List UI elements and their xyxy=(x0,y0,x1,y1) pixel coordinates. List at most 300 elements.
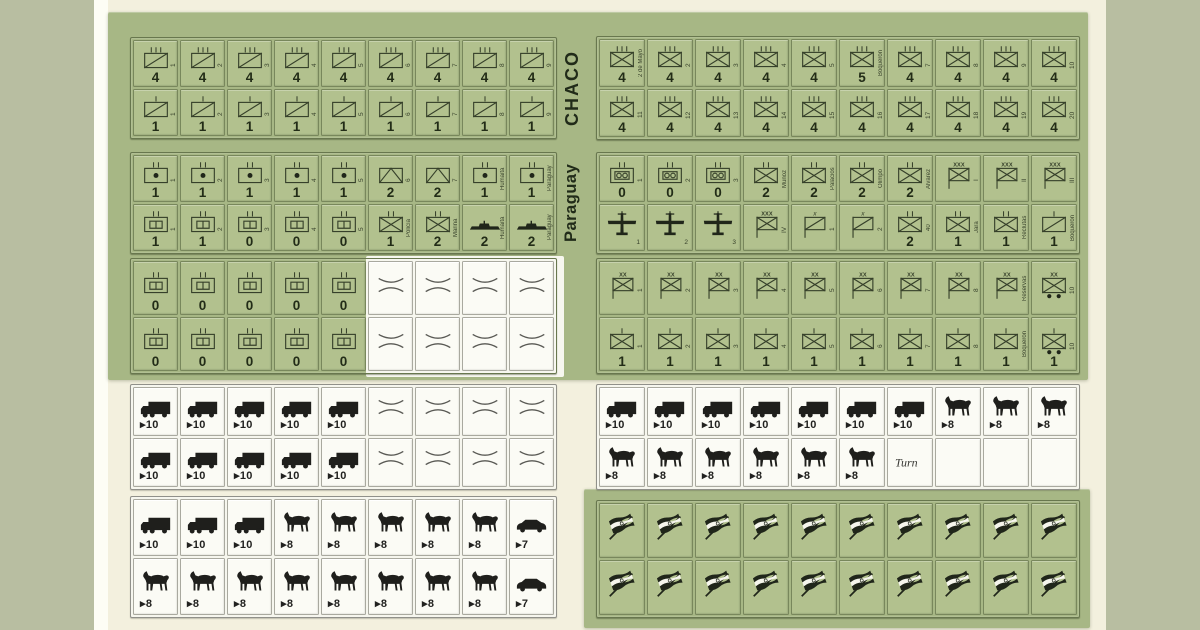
counter-id: 2 xyxy=(216,178,224,183)
hq-flag-icon xyxy=(603,268,641,302)
trench-marker-counter xyxy=(462,438,507,487)
strength-value: 0 xyxy=(245,233,254,249)
cavalry-unit-counter xyxy=(415,89,460,136)
supply-unit-counter xyxy=(227,204,272,251)
paraguay-flag-counter xyxy=(599,560,645,615)
strength-value: 2 xyxy=(906,184,914,200)
paraguay-flag-counter xyxy=(695,503,741,558)
supply-unit-counter xyxy=(180,261,225,315)
counter-id: 8 xyxy=(498,63,506,68)
trench-marker-counter xyxy=(368,317,413,371)
horse-transport-counter xyxy=(133,558,178,615)
counter-id: 4 xyxy=(310,178,318,183)
strength-value: 1 xyxy=(954,233,962,249)
artillery-unit-counter xyxy=(274,155,319,202)
infantry-unit-counter xyxy=(743,39,789,87)
artillery-unit-counter xyxy=(462,155,507,202)
strength-value: 1 xyxy=(1050,353,1058,369)
unit-name-label: Muñoz xyxy=(782,169,788,188)
horse-transport-counter xyxy=(274,499,319,556)
strength-value: 0 xyxy=(292,297,301,313)
svg-text:XX: XX xyxy=(619,272,627,279)
cavalry-unit-counter xyxy=(321,40,366,87)
truck-transport-counter xyxy=(743,387,789,436)
strength-value: 4 xyxy=(810,119,818,135)
paraguay-flag-counter xyxy=(599,503,645,558)
paraguay-flag-icon xyxy=(1035,510,1073,544)
horse-transport-counter xyxy=(935,387,981,436)
counter-id: 6 xyxy=(876,288,884,292)
infantry-unit-icon xyxy=(651,324,689,358)
infantry-unit-counter xyxy=(791,317,837,371)
infantry-unit-icon xyxy=(603,324,641,358)
strength-value: 2 xyxy=(906,233,914,249)
horse-transport-icon xyxy=(231,565,269,599)
infantry-unit-counter xyxy=(1031,317,1077,371)
hq-flag-icon xyxy=(795,268,833,302)
paraguay-flag-counter xyxy=(791,560,837,615)
trench-marker-counter xyxy=(415,438,460,487)
movement-value: ▸10 xyxy=(187,539,206,551)
counter-id: 10 xyxy=(1068,61,1076,69)
strength-value: 4 xyxy=(480,69,489,85)
truck-transport-counter xyxy=(274,438,319,487)
movement-value: ▸8 xyxy=(1038,419,1051,431)
paraguay-flag-icon xyxy=(987,567,1025,601)
horse-transport-counter xyxy=(368,558,413,615)
movement-value: ▸8 xyxy=(187,598,200,610)
counter-id: I xyxy=(972,179,980,182)
movement-value: ▸7 xyxy=(516,598,529,610)
trench-marker-icon xyxy=(419,441,457,475)
strength-value: 0 xyxy=(666,184,674,200)
cavalry-hq-flag-counter xyxy=(839,204,885,251)
horse-transport-counter xyxy=(274,558,319,615)
trench-marker-icon xyxy=(372,441,410,475)
hq-flag-icon xyxy=(699,268,737,302)
svg-text:x: x xyxy=(861,210,865,218)
infantry-unit-counter xyxy=(647,89,693,137)
counter-row xyxy=(133,558,554,615)
infantry-unit-counter xyxy=(839,39,885,87)
counter-id: 8 xyxy=(972,63,980,67)
trench-marker-icon xyxy=(466,268,504,302)
counter-row xyxy=(133,438,554,487)
cavalry-hq-flag-icon xyxy=(795,207,833,241)
trench-marker-counter xyxy=(368,438,413,487)
strength-value: 4 xyxy=(339,69,348,85)
infantry-unit-counter xyxy=(599,317,645,371)
artillery-unit-counter xyxy=(321,155,366,202)
counter-row xyxy=(133,40,554,87)
trench-marker-icon xyxy=(466,390,504,424)
counter-id: 3 xyxy=(732,344,740,348)
gunboat-counter xyxy=(462,204,507,251)
infantry-unit-counter xyxy=(887,89,933,137)
strength-value: 1 xyxy=(810,353,818,369)
hq-flag-counter xyxy=(935,155,981,202)
counter-id: 5 xyxy=(357,63,365,68)
strength-value: 2 xyxy=(480,233,489,249)
unit-name-label: Boquerón xyxy=(1070,214,1076,241)
truck-transport-counter xyxy=(180,438,225,487)
hq-flag-counter xyxy=(935,261,981,315)
supply-unit-counter xyxy=(321,204,366,251)
supply-unit-counter xyxy=(321,317,366,371)
infantry-unit-counter xyxy=(599,39,645,87)
strength-value: 1 xyxy=(198,118,207,134)
horse-transport-icon xyxy=(466,565,504,599)
svg-text:XX: XX xyxy=(667,272,675,279)
strength-value: 1 xyxy=(906,353,914,369)
movement-value: ▸8 xyxy=(234,598,247,610)
infantry-unit-counter xyxy=(415,204,460,251)
supply-unit-icon xyxy=(231,268,269,302)
trench-marker-counter xyxy=(509,317,554,371)
movement-value: ▸10 xyxy=(234,539,253,551)
movement-value: ▸8 xyxy=(469,539,482,551)
movement-value: ▸10 xyxy=(606,419,625,431)
strength-value: 2 xyxy=(858,184,866,200)
game-title-vertical: CHACO xyxy=(562,50,582,126)
counter-id: 6 xyxy=(404,112,412,117)
cavalry-unit-counter xyxy=(321,89,366,136)
counter-strip-division-flags-and-battalions xyxy=(596,258,1080,374)
truck-transport-counter xyxy=(839,387,885,436)
counter-id: 2 xyxy=(216,63,224,68)
strength-value: 1 xyxy=(527,184,536,200)
supply-unit-icon xyxy=(184,324,222,358)
sheet-edge-highlight xyxy=(94,0,108,630)
movement-value: ▸8 xyxy=(469,598,482,610)
strength-value: 4 xyxy=(245,69,254,85)
truck-transport-counter xyxy=(321,438,366,487)
strength-value: 0 xyxy=(339,233,348,249)
supply-unit-counter xyxy=(274,204,319,251)
engineer-unit-counter xyxy=(415,155,460,202)
horse-transport-counter xyxy=(743,438,789,487)
supply-unit-counter xyxy=(227,261,272,315)
turn-label: Turn xyxy=(895,455,918,469)
strength-value: 4 xyxy=(1002,69,1010,85)
counter-strip-transport-pool-left xyxy=(130,496,557,618)
hq-flag-counter xyxy=(983,155,1029,202)
counter-id: 19 xyxy=(1020,111,1028,119)
strength-value: 1 xyxy=(618,353,626,369)
trench-marker-counter xyxy=(509,438,554,487)
counter-id: 8 xyxy=(972,344,980,348)
counter-id: 5 xyxy=(357,178,365,183)
counter-id: 17 xyxy=(924,111,932,119)
infantry-unit-counter xyxy=(695,89,741,137)
hq-flag-icon xyxy=(939,158,977,192)
hq-flag-counter xyxy=(695,261,741,315)
svg-text:XXX: XXX xyxy=(953,162,965,169)
counter-id: 13 xyxy=(732,111,740,119)
counter-row xyxy=(599,204,1077,251)
horse-transport-icon xyxy=(419,565,457,599)
counter-id: 6 xyxy=(404,178,412,183)
strength-value: 1 xyxy=(386,233,395,249)
movement-value: ▸8 xyxy=(990,419,1003,431)
hq-flag-counter xyxy=(983,261,1029,315)
movement-value: ▸8 xyxy=(606,470,619,482)
movement-value: ▸10 xyxy=(328,419,347,431)
horse-transport-counter xyxy=(462,499,507,556)
trench-marker-icon xyxy=(466,324,504,358)
paraguay-flag-icon xyxy=(699,567,737,601)
infantry-unit-counter xyxy=(935,204,981,251)
counter-id: 1 xyxy=(636,178,644,183)
counter-id: 12 xyxy=(684,111,692,119)
counter-id: 5 xyxy=(828,288,836,292)
horse-transport-icon xyxy=(372,565,410,599)
counter-row xyxy=(133,261,554,315)
svg-text:XX: XX xyxy=(955,272,963,279)
truck-transport-counter xyxy=(180,387,225,436)
strength-value: 0 xyxy=(198,297,207,313)
unit-name-label: Palacios xyxy=(830,167,836,190)
staff-car-icon xyxy=(513,506,551,540)
strength-value: 4 xyxy=(618,69,626,85)
truck-transport-counter xyxy=(227,499,272,556)
movement-value: ▸8 xyxy=(422,598,435,610)
hq-flag-counter xyxy=(791,261,837,315)
svg-text:XX: XX xyxy=(859,272,867,279)
trench-marker-icon xyxy=(419,324,457,358)
paraguay-flag-icon xyxy=(939,567,977,601)
trench-marker-counter xyxy=(368,261,413,315)
unit-name-label: Humaitá xyxy=(500,216,506,239)
hq-flag-icon xyxy=(651,268,689,302)
counter-id: III xyxy=(1068,177,1076,184)
hq-flag-icon xyxy=(939,268,977,302)
strength-value: 4 xyxy=(858,119,866,135)
infantry-unit-counter xyxy=(695,39,741,87)
counter-id: 3 xyxy=(263,178,271,183)
horse-transport-icon xyxy=(278,506,316,540)
horse-transport-counter xyxy=(180,558,225,615)
trench-marker-icon xyxy=(419,390,457,424)
trench-marker-counter xyxy=(462,261,507,315)
strength-value: 4 xyxy=(714,119,722,135)
gunboat-counter xyxy=(509,204,554,251)
infantry-unit-icon xyxy=(843,324,881,358)
unit-name-label: Reclutas xyxy=(1022,215,1028,240)
strength-value: 1 xyxy=(1002,233,1010,249)
strength-value: 4 xyxy=(714,69,722,85)
hq-flag-icon xyxy=(747,268,785,302)
counter-strip-trucks-and-trenches xyxy=(130,384,557,490)
paraguay-flag-icon xyxy=(651,510,689,544)
infantry-unit-counter xyxy=(599,89,645,137)
hq-flag-icon xyxy=(843,268,881,302)
strength-value: 4 xyxy=(198,69,207,85)
trench-marker-counter xyxy=(368,387,413,436)
movement-value: ▸10 xyxy=(702,419,721,431)
counter-id: 7 xyxy=(451,112,459,117)
artillery-unit-counter xyxy=(180,155,225,202)
strength-value: 4 xyxy=(906,119,914,135)
counter-row xyxy=(599,560,1077,615)
strength-value: 1 xyxy=(198,184,207,200)
strength-value: 1 xyxy=(245,184,254,200)
truck-transport-counter xyxy=(695,387,741,436)
strength-value: 4 xyxy=(433,69,442,85)
truck-transport-counter xyxy=(791,387,837,436)
truck-transport-counter xyxy=(321,387,366,436)
counter-id: 2 xyxy=(684,178,692,183)
cavalry-unit-counter xyxy=(368,89,413,136)
strength-value: 1 xyxy=(714,353,722,369)
infantry-unit-counter xyxy=(791,39,837,87)
horse-transport-counter xyxy=(415,499,460,556)
trench-marker-counter xyxy=(462,317,507,371)
trench-marker-counter xyxy=(415,317,460,371)
staff-car-icon xyxy=(513,565,551,599)
unit-name-label: Olimpo xyxy=(878,169,884,189)
trench-marker-counter xyxy=(509,261,554,315)
aircraft-icon xyxy=(651,207,689,241)
counter-id: 2 xyxy=(684,238,688,246)
blank-counter xyxy=(983,438,1029,487)
counter-strip-artillery-and-support xyxy=(130,152,557,254)
cavalry-unit-counter xyxy=(462,40,507,87)
counter-id: 5 xyxy=(357,227,365,232)
horse-transport-icon xyxy=(325,565,363,599)
svg-text:XX: XX xyxy=(1003,272,1011,279)
counter-row xyxy=(599,89,1077,137)
cavalry-unit-counter xyxy=(274,40,319,87)
counter-id: 3 xyxy=(263,112,271,117)
counter-id: 7 xyxy=(924,63,932,67)
strength-value: 0 xyxy=(714,184,722,200)
machine-gun-unit-counter xyxy=(695,155,741,202)
movement-value: ▸10 xyxy=(281,470,300,482)
horse-transport-counter xyxy=(983,387,1029,436)
unit-name-label: Policía xyxy=(406,218,412,237)
infantry-unit-counter xyxy=(791,89,837,137)
truck-transport-icon xyxy=(231,506,269,540)
movement-value: ▸10 xyxy=(234,419,253,431)
infantry-unit-counter xyxy=(743,317,789,371)
movement-value: ▸10 xyxy=(750,419,769,431)
counter-id: 2 xyxy=(684,63,692,67)
paraguay-flag-icon xyxy=(939,510,977,544)
movement-value: ▸10 xyxy=(846,419,865,431)
strength-value: 1 xyxy=(480,184,489,200)
blank-counter xyxy=(1031,438,1077,487)
infantry-unit-counter xyxy=(935,317,981,371)
paraguay-flag-counter xyxy=(743,560,789,615)
strength-value: 1 xyxy=(433,118,442,134)
paraguay-flag-icon xyxy=(1035,567,1073,601)
strength-value: 1 xyxy=(1002,353,1010,369)
infantry-unit-counter xyxy=(983,89,1029,137)
infantry-unit-counter xyxy=(743,89,789,137)
paraguay-flag-icon xyxy=(603,567,641,601)
truck-transport-icon xyxy=(137,506,175,540)
strength-value: 4 xyxy=(762,119,770,135)
infantry-unit-counter xyxy=(887,155,933,202)
counter-strip-infantry-regiments xyxy=(596,36,1080,140)
movement-value: ▸8 xyxy=(328,598,341,610)
hq-flag-counter xyxy=(839,261,885,315)
supply-unit-icon xyxy=(231,324,269,358)
strength-value: 0 xyxy=(151,297,160,313)
trench-marker-icon xyxy=(513,268,551,302)
counter-id: 10 xyxy=(1068,286,1076,294)
strength-value: 1 xyxy=(858,353,866,369)
strength-value: 2 xyxy=(433,233,442,249)
strength-value: 2 xyxy=(386,184,395,200)
strength-value: 1 xyxy=(386,118,395,134)
aircraft-counter xyxy=(647,204,693,251)
supply-unit-icon xyxy=(184,268,222,302)
counter-id: II xyxy=(1020,178,1028,183)
horse-transport-counter xyxy=(647,438,693,487)
horse-transport-icon xyxy=(419,506,457,540)
counter-id: 10 xyxy=(1068,342,1076,350)
paraguay-flag-icon xyxy=(747,567,785,601)
trench-marker-counter xyxy=(509,387,554,436)
movement-value: ▸8 xyxy=(942,419,955,431)
infantry-unit-icon xyxy=(795,324,833,358)
counter-id: IV xyxy=(780,226,788,233)
counter-id: 7 xyxy=(924,344,932,348)
paraguay-flag-icon xyxy=(891,510,929,544)
counter-id: 4 xyxy=(310,112,318,117)
unit-name-label: 2 de Mayo xyxy=(638,48,644,78)
strength-value: 1 xyxy=(292,184,301,200)
counter-row xyxy=(133,89,554,136)
movement-value: ▸10 xyxy=(140,470,159,482)
hq-flag-icon xyxy=(891,268,929,302)
movement-value: ▸8 xyxy=(846,470,859,482)
movement-value: ▸10 xyxy=(140,419,159,431)
aircraft-counter xyxy=(599,204,645,251)
trench-marker-counter xyxy=(415,261,460,315)
supply-unit-counter xyxy=(227,317,272,371)
horse-transport-counter xyxy=(1031,387,1077,436)
infantry-unit-icon xyxy=(699,324,737,358)
aircraft-icon xyxy=(603,207,641,241)
unit-name-label: Boquerón xyxy=(878,49,884,77)
unit-name-label: 40 xyxy=(926,224,932,231)
counter-strip-mg-air-and-hq xyxy=(596,152,1080,254)
svg-text:XX: XX xyxy=(763,272,771,279)
cavalry-hq-flag-counter xyxy=(791,204,837,251)
truck-transport-counter xyxy=(180,499,225,556)
infantry-unit-counter xyxy=(935,39,981,87)
country-label-vertical: Paraguay xyxy=(562,163,580,243)
supply-unit-counter xyxy=(274,317,319,371)
cavalry-unit-counter xyxy=(180,89,225,136)
hq-flag-counter xyxy=(599,261,645,315)
counter-strip-depots-and-trenches xyxy=(130,258,557,374)
strength-value: 2 xyxy=(433,184,442,200)
strength-value: 4 xyxy=(666,119,674,135)
paraguay-flag-counter xyxy=(935,560,981,615)
trench-marker-icon xyxy=(372,390,410,424)
infantry-unit-counter xyxy=(839,89,885,137)
hq-flag-icon xyxy=(1035,158,1073,192)
hq-flag-counter xyxy=(743,261,789,315)
counter-id: 7 xyxy=(451,178,459,183)
infantry-unit-icon xyxy=(747,324,785,358)
cavalry-unit-counter xyxy=(180,40,225,87)
strength-value: 0 xyxy=(198,353,207,369)
